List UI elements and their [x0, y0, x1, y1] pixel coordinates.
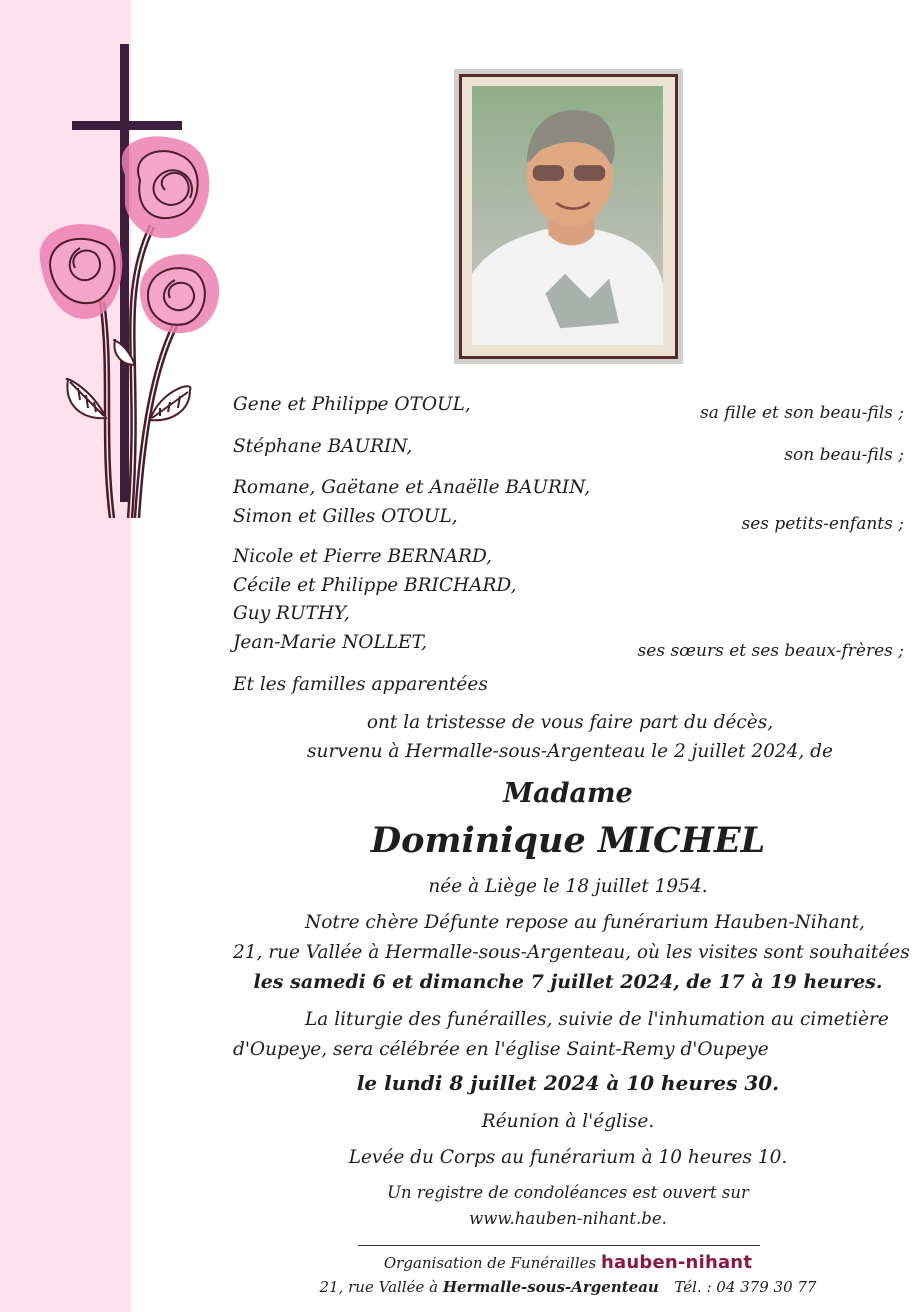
- condolences: [233, 1180, 903, 1232]
- visitation-line: Notre chère Défunte repose au funérarium Hauben-Nihant,: [305, 912, 865, 933]
- family-name: Nicole et Pierre BERNARD,: [233, 546, 492, 567]
- family-name: Stéphane BAURIN,: [233, 436, 413, 457]
- footer-address-prefix: 21, rue Vallée à: [319, 1278, 439, 1296]
- family-name: Cécile et Philippe BRICHARD,: [233, 574, 517, 596]
- condolences-website-link[interactable]: www.hauben-nihant.be.: [469, 1209, 667, 1228]
- brand-logo: hauben-nihant: [601, 1252, 753, 1273]
- footer-org-label: Organisation de Funérailles: [383, 1254, 597, 1272]
- funeral-line: La liturgie des funérailles, suivie de l'inhumation au cimetière: [305, 1009, 889, 1030]
- portrait-photo: [472, 86, 663, 345]
- visitation-paragraph: [233, 908, 910, 968]
- rose-top: [122, 136, 210, 238]
- visitation-dates: les samedi 6 et dimanche 7 juillet 2024, de 17 à 19 heures.: [253, 971, 883, 993]
- cross-horizontal: [72, 121, 182, 130]
- family-relation: ses petits-enfants ;: [741, 514, 904, 534]
- family-relation: ses sœurs et ses beaux-frères ;: [637, 641, 904, 661]
- footer-organization: [233, 1252, 903, 1274]
- footer-address-town: Hermalle-sous-Argenteau: [442, 1278, 659, 1296]
- funeral-date: le lundi 8 juillet 2024 à 10 heures 30.: [356, 1071, 780, 1095]
- birth-info: née à Liège le 18 juillet 1954.: [428, 876, 708, 897]
- departure-info: Levée du Corps au funérarium à 10 heures 10.: [348, 1147, 788, 1168]
- footer-divider: [358, 1245, 760, 1246]
- family-name: Et les familles apparentées: [233, 674, 488, 695]
- deceased-title: Madame: [503, 778, 633, 809]
- announcement-line: survenu à Hermalle-sous-Argenteau le 2 juillet 2024, de: [307, 740, 833, 762]
- deceased-name: Dominique MICHEL: [370, 820, 766, 861]
- rose-right: [140, 254, 219, 333]
- footer-address: [233, 1276, 903, 1298]
- visitation-line: 21, rue Vallée à Hermalle-sous-Argenteau, où les visites sont souhaitées: [233, 942, 910, 963]
- family-group-4: [233, 543, 516, 657]
- funeral-paragraph: [233, 1005, 903, 1065]
- meeting-info: Réunion à l'église.: [481, 1111, 655, 1132]
- announcement-line: ont la tristesse de vous faire part du décès,: [366, 712, 774, 733]
- funeral-line: d'Oupeye, sera célébrée en l'église Saint-Remy d'Oupeye: [233, 1039, 769, 1060]
- family-name: Simon et Gilles OTOUL,: [233, 505, 458, 527]
- family-group-2: [233, 433, 412, 462]
- condolences-line: Un registre de condoléances est ouvert sur: [387, 1183, 749, 1202]
- family-relation: son beau-fils ;: [784, 445, 904, 465]
- family-name: Gene et Philippe OTOUL,: [233, 394, 471, 415]
- family-group-1: [233, 391, 471, 420]
- cross-and-roses-icon: [30, 40, 230, 530]
- family-relation: sa fille et son beau-fils ;: [700, 403, 904, 423]
- family-name: Guy RUTHY,: [233, 603, 350, 624]
- family-group-3: [233, 474, 590, 531]
- announcement: [233, 709, 903, 766]
- family-name: Romane, Gaëtane et Anaëlle BAURIN,: [233, 477, 591, 498]
- family-name: Jean-Marie NOLLET,: [233, 631, 428, 653]
- rose-left: [40, 224, 123, 319]
- family-group-5: [233, 671, 488, 700]
- footer-phone: Tél. : 04 379 30 77: [674, 1278, 817, 1296]
- portrait-frame: [454, 69, 683, 364]
